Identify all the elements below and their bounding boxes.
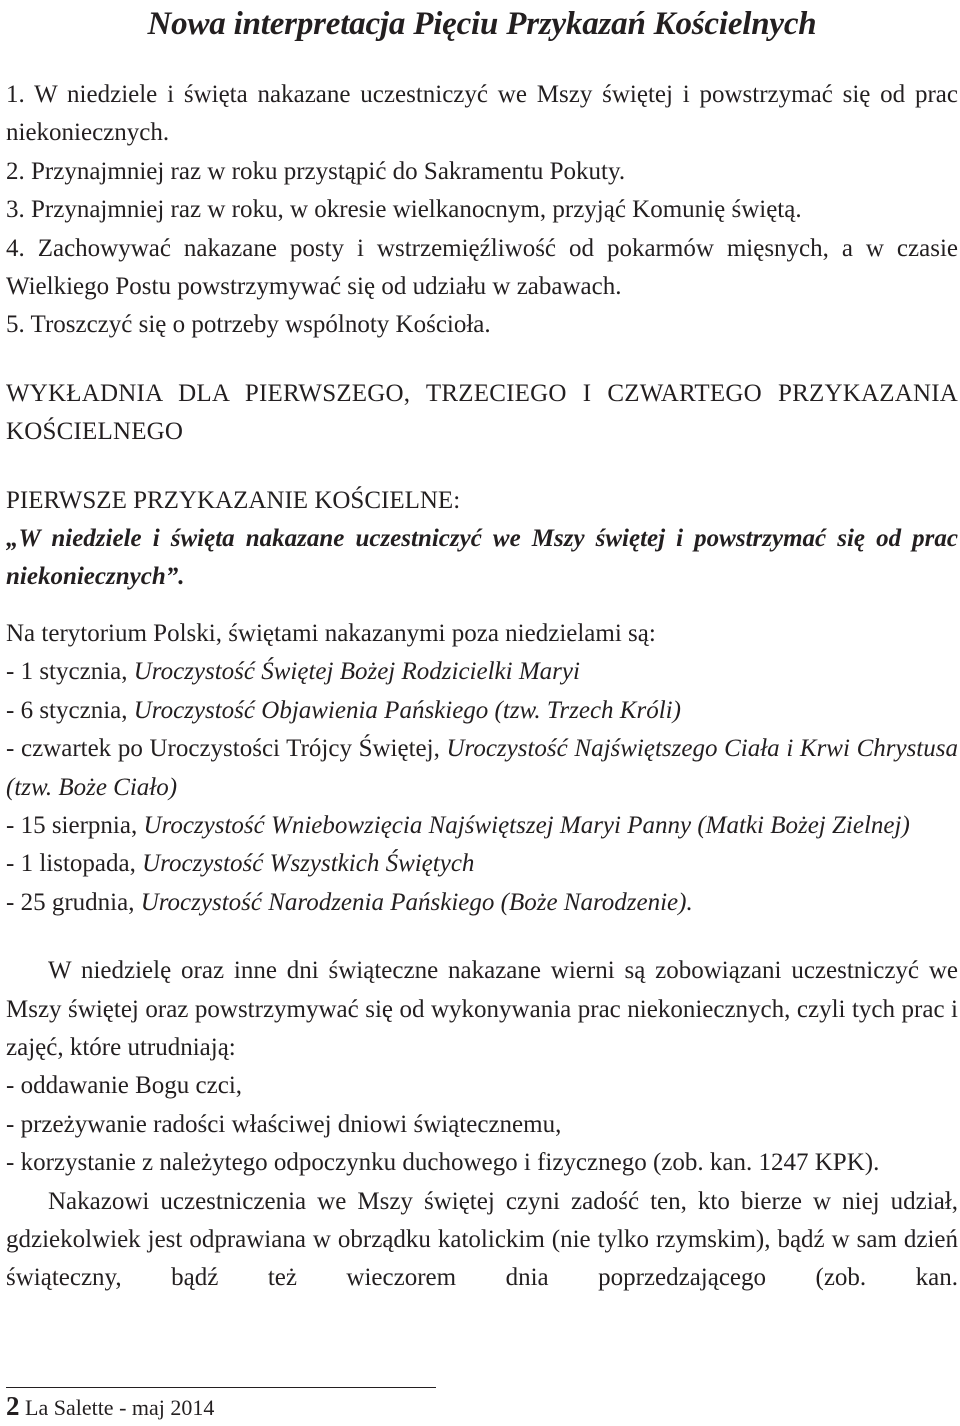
holiday-item xyxy=(6,653,958,691)
holiday-item xyxy=(6,884,958,922)
exposition-heading: WYKŁADNIA DLA PIERWSZEGO, TRZECIEGO I CZWARTEGO PRZYKAZANIA KOŚCIELNEGO xyxy=(6,379,958,446)
holiday-name: Uroczystość Najświętszego Ciała i Krwi Chrystusa (tzw. Boże Ciało) xyxy=(6,735,958,801)
holiday-date: - 1 listopada, xyxy=(6,850,143,878)
holiday-date: - 25 grudnia, xyxy=(6,888,141,916)
holiday-item xyxy=(6,730,958,807)
page-number: 2 xyxy=(6,1391,20,1421)
first-commandment-quote: „W niedziele i święta nakazane uczestniczyć we Mszy świętej i powstrzymać się od prac niekoniecznych”. xyxy=(6,525,958,591)
holidays-list xyxy=(6,653,958,922)
holiday-item xyxy=(6,845,958,883)
holiday-item xyxy=(6,807,958,845)
obligation-paragraph: W niedzielę oraz inne dni świąteczne nakazane wierni są zobowiązani uczestniczyć we Mszy świętej oraz powstrzymywać się od wykonywania prac niekoniecznych, czyli tych prac i zajęć, które utrudniają: xyxy=(6,957,958,1061)
commandment-1: 1. W niedziele i święta nakazane uczestniczyć we Mszy świętej i powstrzymać się od prac niekoniecznych. xyxy=(6,81,958,147)
holiday-date: - czwartek po Uroczystości Trójcy Świętej, xyxy=(6,735,447,763)
closing-paragraph: Nakazowi uczestniczenia we Mszy świętej czyni zadość ten, kto bierze w niej udział, gdziekolwiek jest odprawiana w obrządku katolickim (nie tylko rzymskim), bądź w sam dzień świąteczny, bądź też wieczorem dnia poprzedzającego (zob. kan. xyxy=(6,1187,958,1292)
page-footer xyxy=(6,1388,214,1426)
commandment-2: 2. Przynajmniej raz w roku przystąpić do Sakramentu Pokuty. xyxy=(6,157,626,185)
page-title: Nowa interpretacja Pięciu Przykazań Kościelnych xyxy=(147,6,817,42)
holiday-item xyxy=(6,692,958,730)
obligation-list xyxy=(6,1067,958,1182)
document-page xyxy=(6,0,958,1298)
holiday-date: - 1 stycznia, xyxy=(6,658,134,686)
commandment-3: 3. Przynajmniej raz w roku, w okresie wielkanocnym, przyjąć Komunię świętą. xyxy=(6,196,802,224)
obligation-item: - przeżywanie radości właściwej dniowi świątecznemu, xyxy=(6,1110,562,1138)
holidays-intro: Na terytorium Polski, świętami nakazanymi poza niedzielami są: xyxy=(6,619,656,647)
commandment-5: 5. Troszczyć się o potrzeby wspólnoty Kościoła. xyxy=(6,311,491,339)
first-commandment-heading: PIERWSZE PRZYKAZANIE KOŚCIELNE: xyxy=(6,486,461,514)
commandment-4: 4. Zachowywać nakazane posty i wstrzemięźliwość od pokarmów mięsnych, a w czasie Wielkiego Postu powstrzymywać się od udziału w zabawach. xyxy=(6,234,958,301)
obligation-item: - oddawanie Bogu czci, xyxy=(6,1072,243,1100)
obligation-item: - korzystanie z należytego odpoczynku duchowego i fizycznego (zob. kan. 1247 KPK). xyxy=(6,1149,880,1177)
holiday-name: Uroczystość Narodzenia Pańskiego (Boże Narodzenie). xyxy=(140,888,693,916)
holiday-name: Uroczystość Wniebowzięcia Najświętszej Maryi Panny (Matki Bożej Zielnej) xyxy=(143,811,910,839)
holiday-name: Uroczystość Wszystkich Świętych xyxy=(142,850,475,878)
holiday-date: - 6 stycznia, xyxy=(6,696,134,724)
publication-label: La Salette - maj 2014 xyxy=(25,1395,215,1420)
holiday-date: - 15 sierpnia, xyxy=(6,811,144,839)
holiday-name: Uroczystość Świętej Bożej Rodzicielki Maryi xyxy=(133,658,580,686)
holiday-name: Uroczystość Objawienia Pańskiego (tzw. Trzech Króli) xyxy=(133,696,681,724)
commandments-list xyxy=(6,76,958,345)
